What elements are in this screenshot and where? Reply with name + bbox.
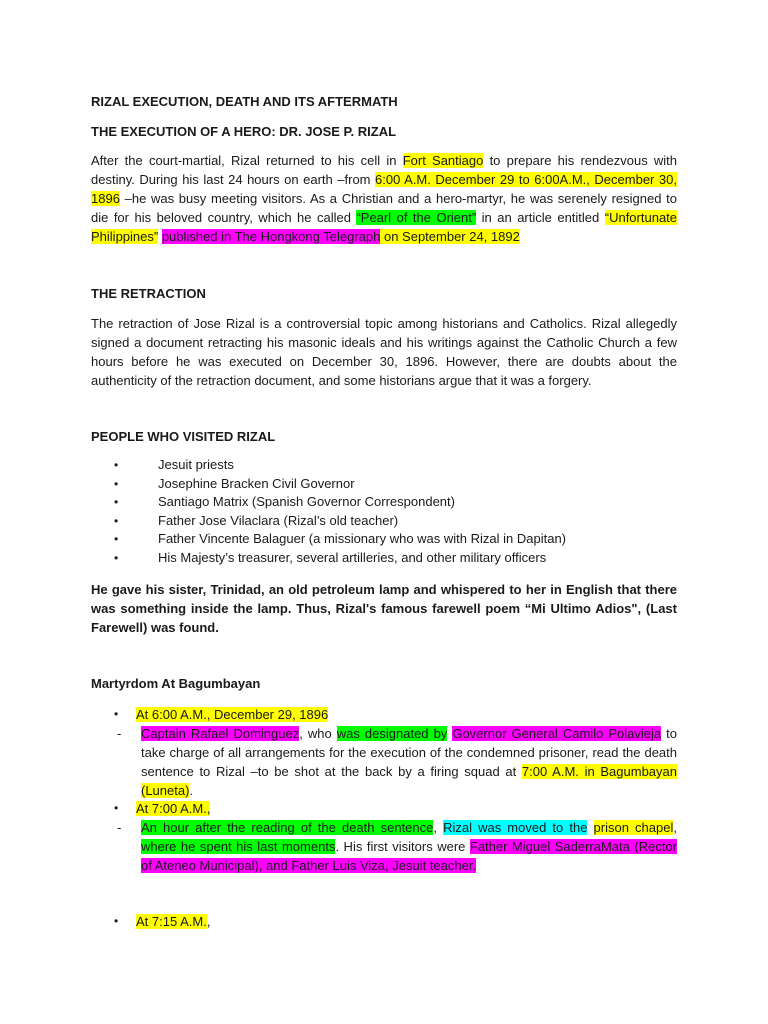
text-run: to prepare his rendezvous with destiny. During his last 24 hours on earth –from (91, 153, 678, 187)
text-run: in an article entitled (476, 210, 605, 225)
section-heading-retraction: THE RETRACTION (91, 286, 206, 301)
section-heading-martyrdom: Martyrdom At Bagumbayan (91, 676, 261, 691)
list-item (91, 456, 677, 475)
text-run: . (189, 783, 194, 798)
text-run: After the court-martial, Rizal returned to his cell in (91, 153, 403, 168)
highlight-pearl-of-orient: “Pearl of the Orient” (356, 210, 477, 225)
highlight-first-visitors: Father Miguel SaderraMata (Rector of Ateneo Municipal), and Father Luis Viza, Jesuit teacher. (141, 839, 677, 873)
highlight-hour-after: An hour after the reading of the death sentence (141, 820, 434, 835)
timeline-body-700 (141, 818, 677, 875)
highlight-last-moments: where he spent his last moments (141, 839, 336, 854)
list-item (91, 530, 677, 549)
text-run: –he was busy meeting visitors. As a Christian and a hero-martyr, he was serenely resigned to die for his beloved country, which he called (91, 191, 677, 225)
list-item-text: Jesuit priests (158, 457, 234, 472)
section-heading-visitors: PEOPLE WHO VISITED RIZAL (91, 429, 276, 444)
dash-marker: - (117, 820, 122, 835)
highlight-hongkong-telegraph: published in The Hongkong Telegraph (161, 229, 381, 244)
timeline-time-715 (136, 912, 210, 931)
highlight-captain-dominguez: Captain Rafael Dominguez (141, 726, 300, 741)
text-run (587, 820, 593, 835)
text-run: , who (299, 726, 337, 741)
list-item-text: His Majesty’s treasurer, several artilleries, and other military officers (158, 549, 547, 565)
retraction-paragraph: The retraction of Jose Rizal is a controversial topic among historians and Catholics. Rizal allegedly signed a document retracting his masonic ideals and his writings against the Catholic Church a few hours before he was executed on December 30, 1896. However, there are doubts about the authenticity of the retraction document, and some historians argue that it was a forgery. (91, 316, 677, 388)
bullet-icon: • (114, 914, 119, 928)
text-run: , (673, 820, 677, 835)
timeline-body-600 (141, 724, 677, 800)
bullet-icon: • (114, 513, 119, 528)
timeline-time-700 (136, 799, 210, 818)
text-run: to take charge of all arrangements for the execution of the condemned prisoner, read the death sentence to Rizal –to be shot at the back by a firing squad at (141, 726, 677, 779)
highlight-fort-santiago: Fort Santiago (402, 153, 484, 168)
bullet-icon: • (114, 476, 119, 491)
bullet-icon: • (114, 495, 119, 510)
list-item (91, 475, 677, 494)
list-item (91, 493, 677, 512)
bullet-icon: • (114, 801, 119, 815)
section-heading-execution: THE EXECUTION OF A HERO: DR. JOSE P. RIZAL (91, 124, 397, 139)
bullet-icon: • (114, 532, 119, 547)
list-item-text: Santiago Matrix (Spanish Governor Correspondent) (158, 494, 455, 510)
list-item-text: Father Jose Vilaclara (Rizal’s old teacher) (158, 512, 399, 528)
highlight-designated-by: was designated by (336, 726, 448, 741)
list-item-text: Father Vincente Balaguer (a missionary who was with Rizal in Dapitan) (158, 531, 567, 547)
text-run: , (206, 914, 211, 929)
list-item (91, 512, 677, 531)
highlight-time-700: At 7:00 A.M., (136, 801, 211, 816)
highlight-rizal-moved: Rizal was moved to the (443, 820, 588, 835)
timeline-time-600 (136, 705, 328, 724)
dash-marker: - (117, 726, 122, 741)
bullet-icon: • (114, 550, 119, 565)
highlight-last-hours: 6:00 A.M. December 29 to 6:00A.M., December 30, 1896 (91, 172, 677, 206)
highlight-prison-chapel: prison chapel (593, 820, 674, 835)
highlight-time-715: At 7:15 A.M. (136, 914, 207, 929)
bullet-icon: • (114, 707, 119, 721)
list-item (91, 549, 677, 568)
execution-paragraph (91, 151, 677, 246)
list-item-text: Josephine Bracken Civil Governor (158, 475, 355, 491)
bullet-icon: • (114, 458, 119, 472)
highlight-unfortunate-philippines: “Unfortunate Philippines” (91, 210, 678, 244)
text-run: . His first visitors were (335, 839, 470, 854)
document-title: RIZAL EXECUTION, DEATH AND ITS AFTERMATH (91, 94, 398, 109)
text-run: , (433, 820, 444, 835)
visitors-list (91, 456, 677, 568)
highlight-governor-polavieja: Governor General Camilo Polavieja (452, 726, 662, 741)
highlight-time-600: At 6:00 A.M., December 29, 1896 (136, 707, 329, 722)
highlight-date-1892: on September 24, 1892 (380, 229, 520, 244)
lamp-note-paragraph: He gave his sister, Trinidad, an old petroleum lamp and whispered to her in English that there was something inside the lamp. Thus, Rizal's famous farewell poem “Mi Ultimo Adios", (Last Farewell) was found. (91, 582, 677, 635)
highlight-bagumbayan-luneta: 7:00 A.M. in Bagumbayan (Luneta) (141, 764, 677, 798)
